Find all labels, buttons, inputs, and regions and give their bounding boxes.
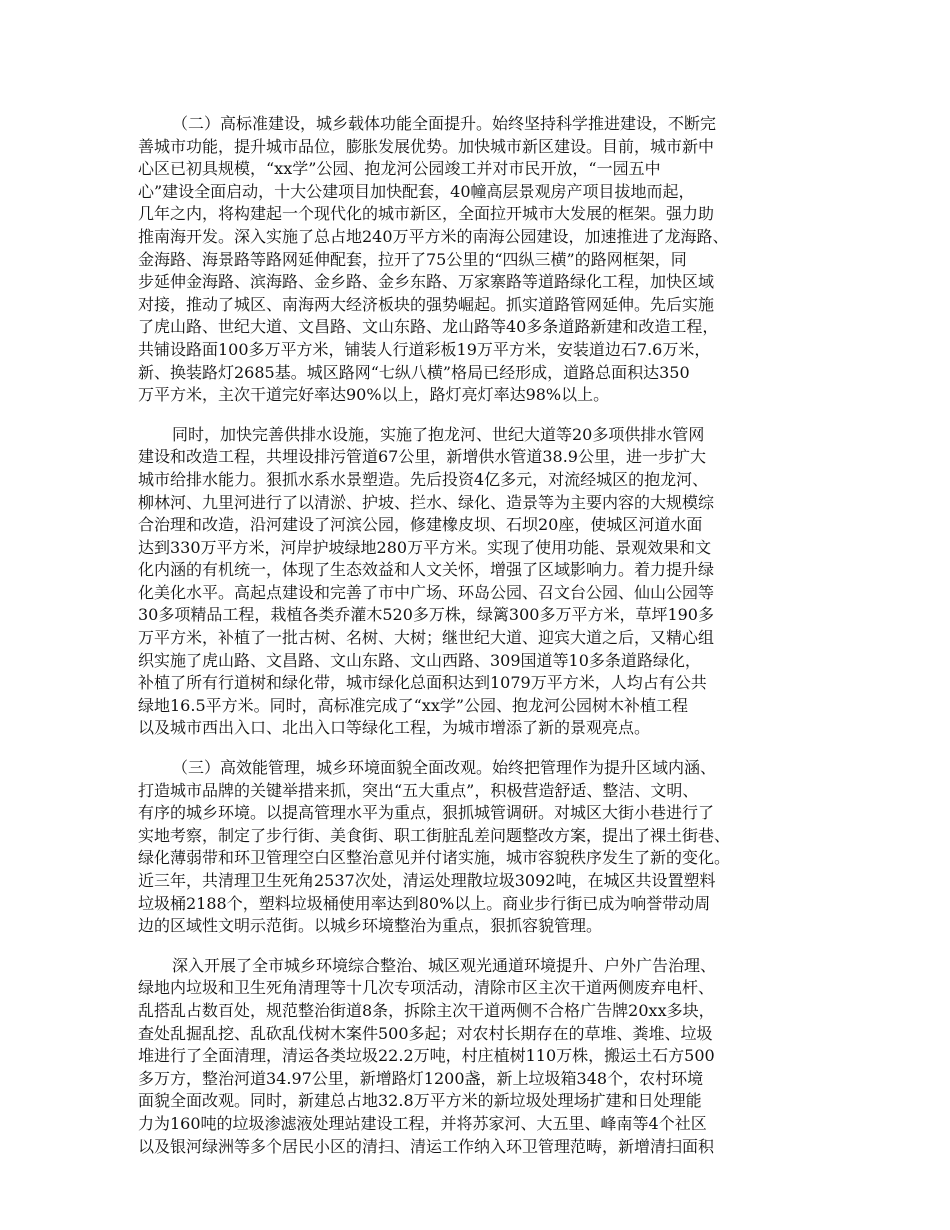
paragraph-line: 善城市功能，提升城市品位，膨胀发展优势。加快城市新区建设。目前，城市新中: [138, 136, 715, 156]
paragraph-line: 查处乱掘乱挖、乱砍乱伐树木案件500多起；对农村长期存在的草堆、粪堆、垃圾: [138, 1023, 713, 1043]
paragraph-line: 乱搭乱占数百处，规范整治街道8条，拆除主次干道两侧不合格广告牌20xx多块，: [138, 1000, 715, 1020]
paragraph-line: 新、换装路灯2685基。城区路网“七纵八横”格局已经形成，道路总面积达350: [138, 362, 690, 382]
paragraph-line: 心区已初具规模，“xx学”公园、抱龙河公园竣工并对市民开放，“一园五中: [138, 159, 661, 179]
paragraph-line: 了虎山路、世纪大道、文昌路、文山东路、龙山路等40多条道路新建和改造工程，: [138, 317, 719, 337]
paragraph-line: 共铺设路面100多万平方米，铺装人行道彩板19万平方米，安装道边石7.6万米，: [138, 339, 711, 359]
paragraph-first-line: （二）高标准建设，城乡载体功能全面提升。始终坚持科学推进建设，不断完: [172, 114, 717, 133]
paragraph-line: 边的区域性文明示范街。以城乡环境整治为重点，狠抓容貌管理。: [138, 916, 603, 936]
paragraph-line: 实地考察，制定了步行街、美食街、职工街脏乱差问题整改方案，提出了裸土街巷、: [138, 825, 731, 845]
paragraph-line: 城市给排水能力。狠抓水系水景塑造。先后投资4亿多元，对流经城区的抱龙河、: [138, 469, 709, 489]
document-page: [138, 113, 824, 1175]
paragraph-line: 化美化水平。高起点建设和完善了市中广场、环岛公园、召文台公园、仙山公园等: [138, 582, 715, 602]
paragraph: [138, 424, 824, 740]
paragraph-line: 达到330万平方米，河岸护坡绿地280万平方米。实现了使用功能、景观效果和文: [138, 537, 712, 557]
paragraph-line: 打造城市品牌的关键举措来抓，突出“五大重点”，积极营造舒适、整洁、文明、: [138, 780, 699, 800]
paragraph-line: 有序的城乡环境。以提高管理水平为重点，狠抓城管调研。对城区大街小巷进行了: [138, 803, 715, 823]
paragraph-line: 柳林河、九里河进行了以清淤、护坡、拦水、绿化、造景等为主要内容的大规模综: [138, 492, 715, 512]
paragraph-line: 垃圾桶2188个，塑料垃圾桶使用率达到80%以上。商业步行街已成为响誉带动周: [138, 893, 711, 913]
paragraph-line: 堆进行了全面清理，清运各类垃圾22.2万吨，村庄植树110万株，搬运土石方500: [138, 1046, 715, 1066]
paragraph-line: 30多项精品工程，栽植各类乔灌木520多万株，绿篱300多万平方米，草坪190多: [138, 605, 714, 625]
paragraph-line: 心”建设全面启动，十大公建项目加快配套，40幢高层景观房产项目拔地而起，: [138, 181, 695, 201]
paragraph-line: 金海路、海景路等路网延伸配套，拉开了75公里的“四纵三横”的路网框架，同: [138, 249, 687, 269]
paragraph-line: 几年之内，将构建起一个现代化的城市新区，全面拉开城市大发展的框架。强力助: [138, 204, 715, 224]
paragraph-line: 绿地内垃圾和卫生死角清理等十几次专项活动，清除市区主次干道两侧废弃电杆、: [138, 978, 715, 998]
paragraph-line: 万平方米，主次干道完好率达90%以上，路灯亮灯率达98%以上。: [138, 385, 610, 405]
paragraph-line: 以及城市西出入口、北出入口等绿化工程，为城市增添了新的景观亮点。: [138, 718, 651, 738]
paragraph-line: 绿地16.5平方米。同时，高标准完成了“xx学”公园、抱龙河公园树木补植工程: [138, 695, 689, 715]
paragraph-line: 合治理和改造，沿河建设了河滨公园，修建橡皮坝、石坝20座，使城区河道水面: [138, 515, 703, 535]
paragraph-line: 万平方米，补植了一批古树、名树、大树；继世纪大道、迎宾大道之后，又精心组: [138, 628, 715, 648]
paragraph-line: 近三年，共清理卫生死角2537次处，清运处理散垃圾3092吨，在城区共设置塑料: [138, 871, 716, 890]
paragraph-first-line: 同时，加快完善供排水设施，实施了抱龙河、世纪大道等20多项供排水管网: [172, 424, 705, 444]
paragraph-line: 补植了所有行道树和绿化带，城市绿化总面积达到1079万平方米，人均占有公共: [138, 673, 707, 693]
paragraph-line: 建设和改造工程，共埋设排污管道67公里，新增供水管道38.9公里，进一步扩大: [138, 447, 706, 467]
paragraph-line: 织实施了虎山路、文昌路、文山东路、文山西路、309国道等10多条道路绿化，: [138, 650, 701, 670]
paragraph-first-line: 深入开展了全市城乡环境综合整治、城区观光通道环境提升、户外广告治理、: [172, 955, 717, 975]
paragraph-line: 以及银河绿洲等多个居民小区的清扫、清运工作纳入环卫管理范畴，新增清扫面积: [138, 1136, 715, 1156]
paragraph-line: 面貌全面改观。同时，新建总占地32.8万平方米的新垃圾处理场扩建和日处理能: [138, 1091, 702, 1111]
paragraph-line: 对接，推动了城区、南海两大经济板块的强势崛起。抓实道路管网延伸。先后实施: [138, 294, 715, 314]
paragraph-line: 绿化薄弱带和环卫管理空白区整治意见并付诸实施，城市容貌秩序发生了新的变化。: [138, 848, 731, 868]
paragraph-line: 步延伸金海路、滨海路、金乡路、金乡东路、万家寨路等道路绿化工程，加快区域: [138, 272, 715, 292]
paragraph: [138, 955, 824, 1158]
paragraph: [138, 757, 824, 938]
paragraph: [138, 113, 824, 407]
paragraph-line: 化内涵的有机统一，体现了生态效益和人文关怀，增强了区域影响力。着力提升绿: [138, 560, 715, 580]
paragraph-line: 力为160吨的垃圾渗滤液处理站建设工程，并将苏家河、大五里、峰南等4个社区: [138, 1113, 707, 1133]
paragraph-line: 推南海开发。深入实施了总占地240万平方米的南海公园建设，加速推进了龙海路、: [138, 226, 729, 246]
paragraph-line: 多万方，整治河道34.97公里，新增路灯1200盏，新上垃圾箱348个，农村环境: [138, 1068, 704, 1088]
paragraph-first-line: （三）高效能管理，城乡环境面貌全面改观。始终把管理作为提升区域内涵、: [172, 758, 717, 778]
